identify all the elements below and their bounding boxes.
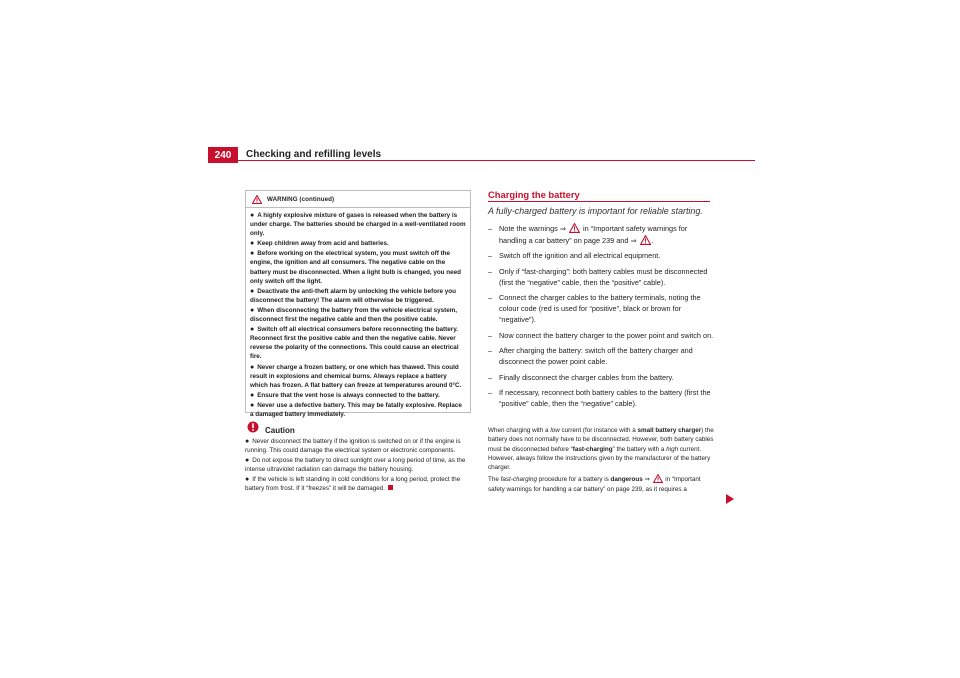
section-subtitle: A fully-charged battery is important for reliable starting. xyxy=(488,206,703,216)
warning-item-text: When disconnecting the battery from the vehicle electrical system, disconnect first the negative cable and then the positive cable. xyxy=(250,306,458,324)
warning-triangle-icon xyxy=(640,235,651,245)
bullet-icon: ● xyxy=(250,287,255,295)
dash-marker: – xyxy=(488,224,493,233)
warning-triangle-icon xyxy=(252,195,262,204)
warning-item-text: Keep children away from acid and batteries. xyxy=(257,240,389,248)
text-run: The xyxy=(488,476,501,484)
warning-item-text: A highly explosive mixture of gases is released when the battery is under charge. The batteries should be charged in a well-ventilated room only. xyxy=(250,212,466,238)
warning-triangle-icon xyxy=(569,223,580,233)
section-end-icon xyxy=(388,485,393,490)
bullet-icon: ● xyxy=(250,363,255,371)
bullet-icon: ● xyxy=(250,326,255,334)
caution-header xyxy=(247,418,295,435)
step-text-cont: in “Important safety warnings for handling a car battery” on page 239 and ⇒ xyxy=(499,224,688,245)
dash-marker: – xyxy=(488,346,493,356)
warning-item-text: Before working on the electrical system, you must switch off the engine, the ignition and all consumers. The negative cable on the battery must be disconnected. When a light bulb is changed, you need only switch off the light. xyxy=(250,250,461,285)
text-run-italic: high xyxy=(666,445,679,453)
list-item xyxy=(488,388,714,410)
warning-item-text: Deactivate the anti-theft alarm by unlocking the vehicle before you disconnect the battery! The alarm will otherwise be triggered. xyxy=(250,287,456,304)
caution-heading: Caution xyxy=(265,426,295,435)
section-divider xyxy=(488,201,710,202)
list-item xyxy=(245,475,471,493)
list-item xyxy=(488,346,714,368)
caution-item-text: If the vehicle is left standing in cold conditions for a long period, protect the battery from frost. If it “freezes” it will be damaged. xyxy=(245,476,461,493)
header-section-title: Checking and refilling levels xyxy=(246,149,382,160)
warning-heading: WARNING (continued) xyxy=(267,195,335,203)
bullet-icon: ● xyxy=(250,250,255,258)
step-text: Note the warnings ⇒ xyxy=(499,224,566,233)
list-item xyxy=(488,223,714,247)
page-number: 240 xyxy=(208,147,238,163)
step-text: Connect the charger cables to the battery terminals, noting the colour code (red is used for “positive”, black or brown for “negative”). xyxy=(499,293,701,325)
text-run-bold: dangerous xyxy=(610,476,643,484)
steps-list xyxy=(488,223,714,414)
bullet-icon: ● xyxy=(245,457,250,465)
warning-item-text: Never use a defective battery. This may be fatally explosive. Replace a damaged battery immediately. xyxy=(250,401,462,418)
text-run: procedure for a battery is xyxy=(537,476,611,484)
list-item xyxy=(245,437,471,455)
list-item xyxy=(250,391,466,400)
step-text-tail: . xyxy=(651,235,654,245)
bullet-icon: ● xyxy=(245,476,250,484)
warning-box xyxy=(245,190,471,418)
list-item xyxy=(250,363,466,390)
paragraph xyxy=(488,474,714,494)
list-item xyxy=(250,239,466,248)
header-divider xyxy=(208,160,755,161)
text-run: current. However, always follow the instructions given by the manufacturer of the battery charger. xyxy=(488,445,711,472)
text-run-bold: fast-charging xyxy=(572,445,613,453)
warning-triangle-icon xyxy=(653,474,663,483)
caution-exclamation-icon xyxy=(247,421,259,433)
list-item xyxy=(488,251,714,262)
warning-item-text: Switch off all electrical consumers before reconnecting the battery. Reconnect first the positive cable and then the negative cable. Never reverse the polarity of the connections. This could cause an electrical fire. xyxy=(250,326,459,361)
dash-marker: – xyxy=(488,266,493,276)
list-item xyxy=(488,373,714,384)
warning-list xyxy=(246,208,470,419)
step-text: After charging the battery: switch off the battery charger and disconnect the power point cable. xyxy=(499,346,693,367)
caution-list xyxy=(245,437,471,495)
bullet-icon: ● xyxy=(245,438,250,445)
text-run: ) the battery does not normally have to be disconnected. However, both battery cables must be disconnected before “ xyxy=(488,427,714,453)
text-run-bold: small battery charger xyxy=(637,427,702,434)
list-item xyxy=(250,211,466,238)
bullet-icon: ● xyxy=(250,391,255,399)
dash-marker: – xyxy=(488,251,493,261)
text-run-italic: fast-charging xyxy=(500,476,538,484)
section-title: Charging the battery xyxy=(488,189,580,200)
caution-item-text: Do not expose the battery to direct sunlight over a long period of time, as the intense ultraviolet radiation can damage the battery housing. xyxy=(245,457,466,474)
next-page-arrow-icon xyxy=(726,494,734,504)
warning-header xyxy=(246,191,470,208)
list-item xyxy=(245,456,471,474)
step-text: Finally disconnect the charger cables from the battery. xyxy=(499,372,674,382)
bullet-icon: ● xyxy=(250,212,255,219)
text-run: in “Important safety warnings for handling a car battery” on page 239, as it requires a xyxy=(488,476,701,493)
paragraph xyxy=(488,426,714,472)
warning-item-text: Never charge a frozen battery, or one which has thawed. This could result in explosions and chemical burns. Always replace a battery which has frozen. A flat battery can freeze at temperatures around 0°C. xyxy=(250,363,462,389)
bullet-icon: ● xyxy=(250,401,255,409)
bullet-icon: ● xyxy=(250,306,255,314)
step-text: Switch off the ignition and all electrical equipment. xyxy=(499,251,661,261)
step-text: If necessary, reconnect both battery cables to the battery (first the “positive” cable, then the “negative” cable). xyxy=(499,388,711,408)
text-run: When charging with a xyxy=(488,427,551,434)
list-item xyxy=(488,331,714,342)
list-item xyxy=(250,401,466,419)
list-item xyxy=(250,325,466,361)
list-item xyxy=(250,249,466,285)
text-run: ⇒ xyxy=(642,476,652,484)
list-item xyxy=(488,267,714,289)
list-item xyxy=(488,293,714,326)
dash-marker: – xyxy=(488,330,493,340)
dash-marker: – xyxy=(488,372,493,382)
dash-marker: – xyxy=(488,388,493,398)
bullet-icon: ● xyxy=(250,240,255,248)
body-text xyxy=(488,426,714,496)
step-text: Now connect the battery charger to the power point and switch on. xyxy=(499,330,714,340)
warning-item-text: Ensure that the vent hose is always connected to the battery. xyxy=(257,391,440,399)
text-run-italic: low xyxy=(550,427,560,434)
dash-marker: – xyxy=(488,293,493,303)
text-run: ” the battery with a xyxy=(612,445,667,453)
text-run: current (for instance with a xyxy=(559,427,638,434)
step-text: Only if “fast-charging”: both battery cables must be disconnected (first the “negative” cable, then the “positive” cable). xyxy=(499,266,708,287)
list-item xyxy=(250,306,466,324)
caution-item-text: Never disconnect the battery if the ignition is switched on or if the engine is running. This could damage the electrical system or electronic components. xyxy=(245,438,461,455)
list-item xyxy=(250,287,466,305)
